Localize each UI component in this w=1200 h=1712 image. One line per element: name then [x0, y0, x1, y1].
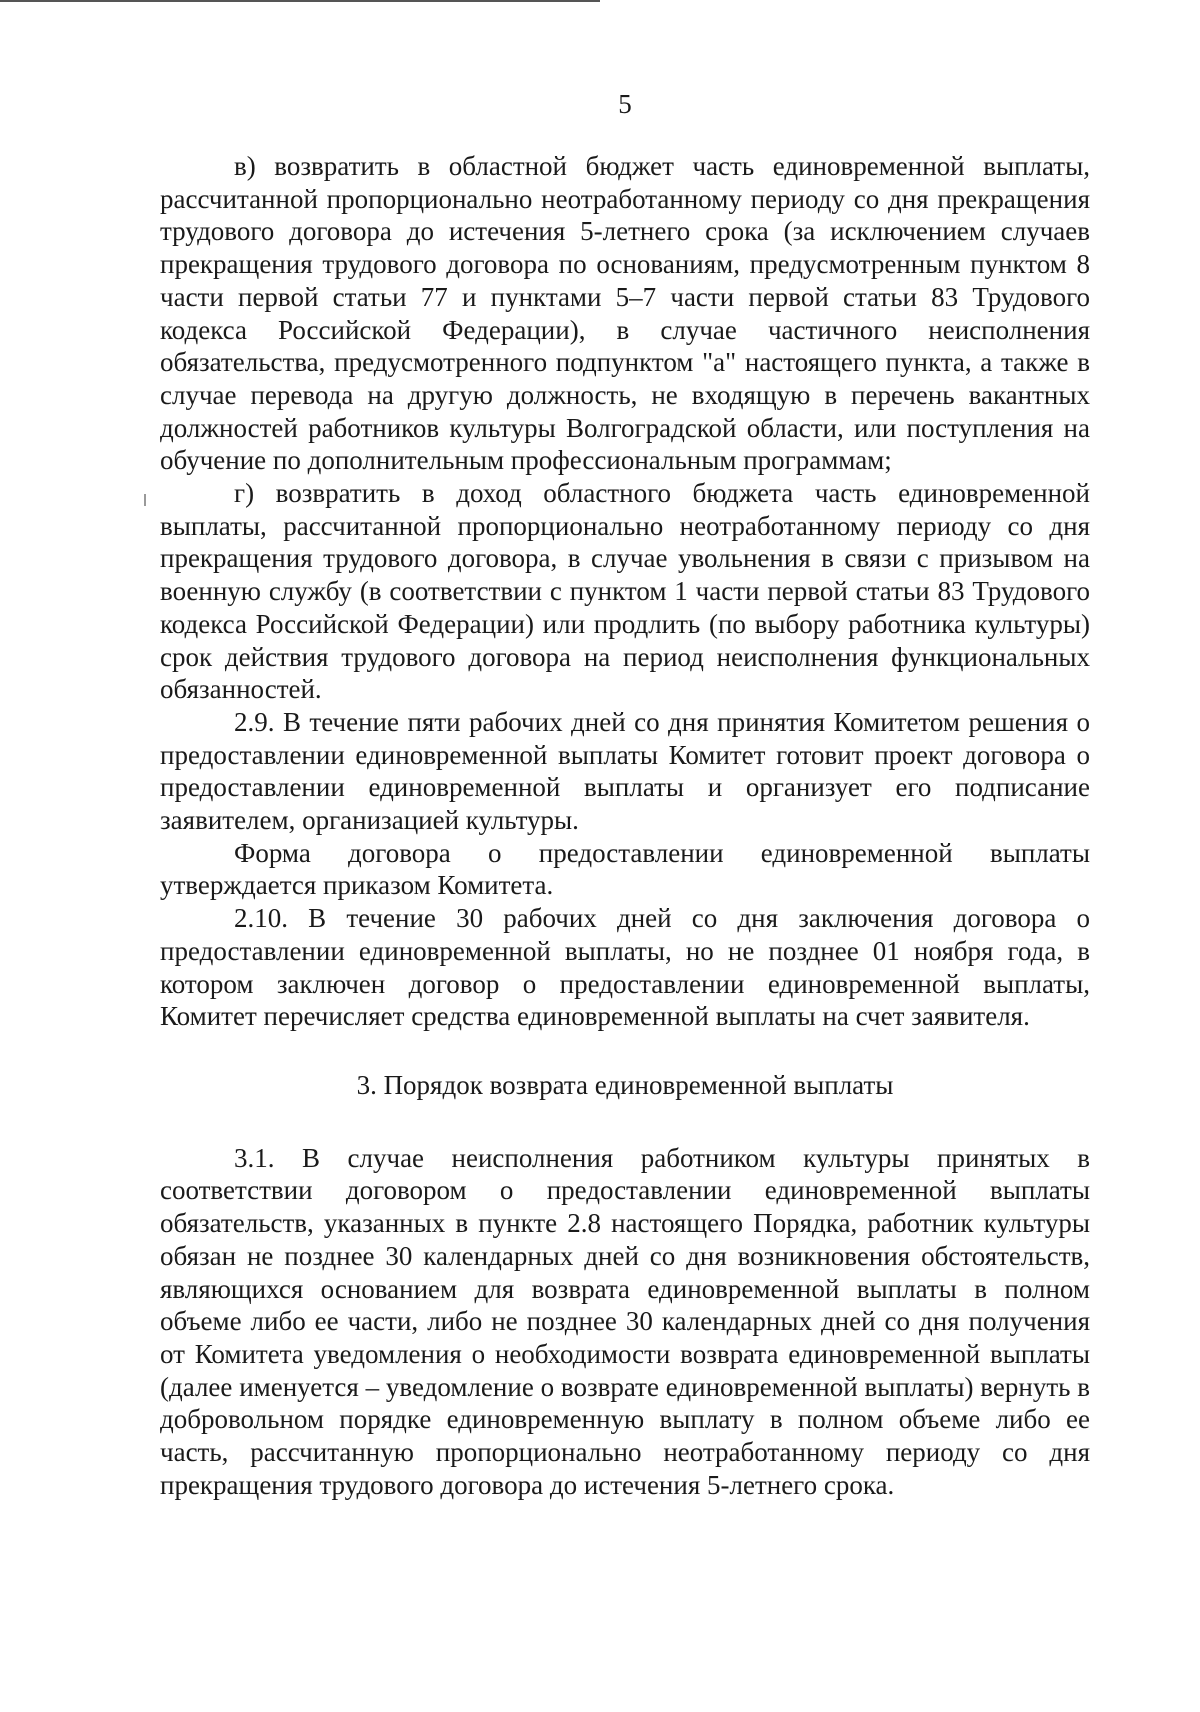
paragraph-contract-form: Форма договора о предоставлении единовременной выплаты утверждается приказом Комитета.: [160, 837, 1090, 901]
paragraph-subitem-v: в) возвратить в областной бюджет часть единовременной выплаты, рассчитанной пропорционально неотработанному периоду со дня прекращения трудового договора до истечения 5-летнего срока (за исключением случаев прекращения трудового договора по основаниям, предусмотренным пунктом 8 части первой статьи 77 и пунктами 5–7 части первой статьи 83 Трудового кодекса Российской Федерации), в случае частичного неисполнения обязательства, предусмотренного подпунктом "а" настоящего пункта, а также в случае перевода на другую должность, не входящую в перечень вакантных должностей работников культуры Волгоградской области, или поступления на обучение по дополнительным профессиональным программам;: [160, 151, 1090, 476]
scan-margin-mark: [144, 494, 146, 506]
scan-top-edge: [0, 0, 600, 2]
page-number: 5: [618, 89, 632, 119]
document-page: [160, 88, 1090, 1501]
paragraph-2-9: 2.9. В течение пяти рабочих дней со дня принятия Комитетом решения о предоставлении единовременной выплаты Комитет готовит проект договора о предоставлении единовременной выплаты и организует его подписание заявителем, организацией культуры.: [160, 706, 1090, 836]
paragraph-subitem-g: г) возвратить в доход областного бюджета часть единовременной выплаты, рассчитанной пропорционально неотработанному периоду со дня прекращения трудового договора, в случае увольнения в связи с призывом на военную службу (в соответствии с пунктом 1 части первой статьи 83 Трудового кодекса Российской Федерации) или продлить (по выбору работника культуры) срок действия трудового договора на период неисполнения функциональных обязанностей.: [160, 478, 1090, 705]
section-title: 3. Порядок возврата единовременной выплаты: [356, 1069, 894, 1100]
paragraph-3-1: 3.1. В случае неисполнения работником культуры принятых в соответствии договором о предоставлении единовременной выплаты обязательств, указанных в пункте 2.8 настоящего Порядка, работник культуры обязан не позднее 30 календарных дней со дня возникновения обстоятельств, являющихся основанием для возврата единовременной выплаты в полном объеме либо ее части, либо не позднее 30 календарных дней со дня получения от Комитета уведомления о необходимости возврата единовременной выплаты (далее именуется – уведомление о возврате единовременной выплаты) вернуть в добровольном порядке единовременную выплату в полном объеме либо ее часть, рассчитанную пропорционально неотработанному периоду со дня прекращения трудового договора до истечения 5-летнего срока.: [160, 1142, 1090, 1500]
paragraph-2-10: 2.10. В течение 30 рабочих дней со дня заключения договора о предоставлении единовременной выплаты, но не позднее 01 ноября года, в котором заключен договор о предоставлении единовременной выплаты, Комитет перечисляет средства единовременной выплаты на счет заявителя.: [160, 903, 1090, 1032]
